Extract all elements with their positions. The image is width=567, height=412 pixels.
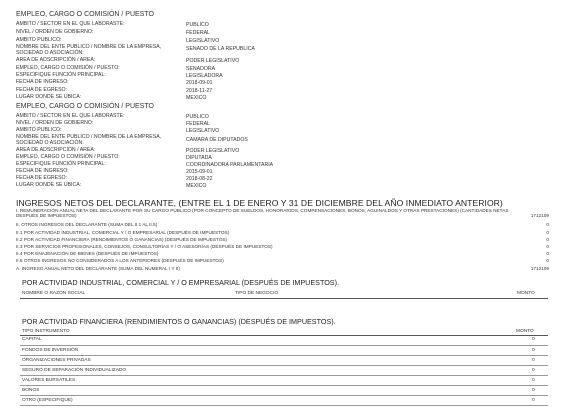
industrial-header-divider <box>20 298 548 299</box>
employment-2-value-start-date: 2015-09-01 <box>186 169 213 175</box>
employment-1-label-end-date: FECHA DE EGRESO: <box>16 87 68 93</box>
employment-1-label-start-date: FECHA DE INGRESO: <box>16 79 69 85</box>
financial-row-bonds-label: BONOS <box>22 388 40 393</box>
financial-row-securities-value: 0 <box>532 378 535 383</box>
employment-2-label-area: AREA DE ADSCRIPCIÓN / AREA: <box>16 147 96 153</box>
income-row-remuneration-value: 1712109 <box>530 213 549 218</box>
employment-2-value-area: PODER LEGISLATIVO <box>186 148 240 154</box>
employment-1-value-function: LEGISLADORA <box>186 73 223 79</box>
employment-1-value-entity: SENADO DE LA REPUBLICA <box>186 46 255 52</box>
employment-1-label-function: ESPECIFIQUE FUNCIÓN PRINCIPAL: <box>16 72 106 78</box>
financial-row-bonds-value: 0 <box>532 388 535 393</box>
income-section-title: INGRESOS NETOS DEL DECLARANTE, (ENTRE EL 1 DE ENERO Y 31 DE DICIEMBRE DEL AÑO INMEDIATO ANTERIOR) <box>16 198 503 208</box>
employment-1-title: EMPLEO, CARGO O COMISIÓN / PUESTO <box>16 11 154 18</box>
financial-row-private-orgs-label: ORGANIZACIONES PRIVADAS <box>22 358 91 363</box>
financial-row-other-label: OTRO (ESPECIFIQUE) <box>22 398 73 403</box>
financial-row-divider <box>20 365 548 366</box>
employment-1-value-end-date: 2018-11-27 <box>186 88 213 94</box>
financial-header-divider <box>20 335 548 336</box>
employment-2-value-sector: PUBLICO <box>186 114 209 120</box>
income-row-remuneration-label: I. REMUNERACIÓN ANUAL NETA DEL DECLARANTE POR SU CARGO PÚBLICO (POR CONCEPTO DE SUELDOS, HONORARIOS, COMPENSACIONES, BONOS, AGUINALDOS Y OTRAS PRESTACIONES) (CANTIDADES NETAS DESPUÉS DE IMPUESTOS) <box>16 208 509 219</box>
employment-1-label-area: AREA DE ADSCRIPCIÓN / AREA: <box>16 57 96 63</box>
income-row-industrial-value: 0 <box>546 230 549 235</box>
industrial-header-name: NOMBRE O RAZÓN SOCIAL <box>22 291 86 296</box>
employment-1-value-area: PODER LEGISLATIVO <box>186 58 240 64</box>
income-row-financial-label: II.2 POR ACTIVIDAD FINANCIERA (RENDIMIENTOS O GANANCIAS) (DESPUÉS DE IMPUESTOS) <box>16 237 228 242</box>
industrial-section-title: POR ACTIVIDAD INDUSTRIAL, COMERCIAL Y / O EMPRESARIAL (DESPUÉS DE IMPUESTOS). <box>22 278 339 287</box>
employment-1-value-location: MEXICO <box>186 95 207 101</box>
industrial-header-type: TIPO DE NEGOCIO <box>235 291 279 296</box>
financial-row-capital-value: 0 <box>532 337 535 342</box>
employment-2-value-position: DIPUTADA <box>186 155 212 161</box>
employment-1-label-entity: NOMBRE DEL ENTE PUBLICO / NOMBRE DE LA EMPRESA, SOCIEDAD O ASOCIACIÓN: <box>16 44 162 56</box>
financial-row-other-value: 0 <box>532 398 535 403</box>
income-row-services-label: II.3 POR SERVICIOS PROFESIONALES, CONSEJOS, CONSULTORÍAS Y / O ASESORÍAS (DESPUÉS DE IMPUESTOS) <box>16 244 273 249</box>
financial-row-divider <box>20 395 548 396</box>
employment-1-value-sector: PUBLICO <box>186 22 209 28</box>
income-row-total-label: A. INGRESO ANUAL NETO DEL DECLARANTE (SUMA DEL NUMERAL I Y II) <box>16 266 180 271</box>
employment-2-value-end-date: 2018-08-22 <box>186 176 213 182</box>
income-row-other-label: II. OTROS INGRESOS DEL DECLARANTE (SUMA DEL II.1 AL II.5) <box>16 222 158 227</box>
employment-2-value-function: COORDINADORA PARLAMENTARIA <box>186 162 274 168</box>
financial-row-private-orgs-value: 0 <box>532 358 535 363</box>
financial-row-divider <box>20 355 548 356</box>
employment-1-label-location: LUGAR DONDE SE UBICA: <box>16 94 82 100</box>
industrial-header-amount: MONTO <box>517 291 535 296</box>
employment-2-label-position: EMPLEO, CARGO O COMISIÓN / PUESTO: <box>16 154 120 160</box>
employment-1-label-sector: AMBITO / SECTOR EN EL QUE LABORASTE: <box>16 21 125 27</box>
employment-2-value-entity: CAMARA DE DIPUTADOS <box>186 137 248 143</box>
financial-row-divider <box>20 405 548 406</box>
employment-1-value-start-date: 2018-09-01 <box>186 80 213 86</box>
employment-2-label-function: ESPECIFIQUE FUNCIÓN PRINCIPAL: <box>16 161 106 167</box>
financial-row-insurance-value: 0 <box>532 368 535 373</box>
employment-1-value-scope: LEGISLATIVO <box>186 38 220 44</box>
financial-row-funds-label: FONDOS DE INVERSIÓN <box>22 348 79 353</box>
financial-row-divider <box>20 375 548 376</box>
financial-row-securities-label: VALORES BURSATILES <box>22 378 76 383</box>
income-row-others-label: II.5 OTROS INGRESOS NO CONSIDERADOS A LOS ANTERIORES (DESPUÉS DE IMPUESTOS) <box>16 258 224 263</box>
employment-1-label-scope: AMBITO PUBLICO: <box>16 37 62 43</box>
employment-2-label-location: LUGAR DONDE SE UBICA: <box>16 182 82 188</box>
employment-2-label-sector: AMBITO / SECTOR EN EL QUE LABORASTE: <box>16 113 125 119</box>
income-row-other-value: 0 <box>546 222 549 227</box>
income-row-financial-value: 0 <box>546 237 549 242</box>
financial-section-title: POR ACTIVIDAD FINANCIERA (RENDIMIENTOS O GANANCIAS) (DESPUÉS DE IMPUESTOS). <box>22 317 336 326</box>
employment-2-value-scope: LEGISLATIVO <box>186 128 220 134</box>
income-row-services-value: 0 <box>546 244 549 249</box>
income-row-others-value: 0 <box>546 258 549 263</box>
financial-row-insurance-label: SEGURO DE SEPARACIÓN INDIVIDUALIZADO <box>22 368 127 373</box>
employment-2-title: EMPLEO, CARGO O COMISIÓN / PUESTO <box>16 103 154 110</box>
employment-1-label-level: NIVEL / ORDEN DE GOBIERNO: <box>16 29 94 35</box>
financial-header-instrument: TIPO INSTRUMENTO <box>22 329 70 334</box>
financial-row-funds-value: 0 <box>532 348 535 353</box>
income-row-sale-label: II.4 POR ENAJENACIÓN DE BIENES (DESPUÉS DE IMPUESTOS) <box>16 251 159 256</box>
employment-2-label-entity: NOMBRE DEL ENTE PUBLICO / NOMBRE DE LA EMPRESA, SOCIEDAD O ASOCIACIÓN: <box>16 134 162 146</box>
financial-row-divider <box>20 345 548 346</box>
employment-1-value-level: FEDERAL <box>186 30 210 36</box>
employment-2-label-end-date: FECHA DE EGRESO: <box>16 175 68 181</box>
income-row-total-value: 1712109 <box>530 266 549 271</box>
employment-2-value-location: MEXICO <box>186 183 207 189</box>
employment-2-value-level: FEDERAL <box>186 121 210 127</box>
employment-1-label-position: EMPLEO, CARGO O COMISIÓN / PUESTO: <box>16 65 120 71</box>
financial-row-divider <box>20 385 548 386</box>
financial-row-capital-label: CAPITAL <box>22 337 42 342</box>
income-row-industrial-label: II.1 POR ACTIVIDAD INDUSTRIAL, COMERCIAL Y / O EMPRESARIAL (DESPUÉS DE IMPUESTOS) <box>16 230 230 235</box>
financial-header-amount: MONTO <box>516 329 534 334</box>
income-row-sale-value: 0 <box>546 251 549 256</box>
employment-2-label-start-date: FECHA DE INGRESO: <box>16 168 69 174</box>
employment-2-label-scope: AMBITO PUBLICO: <box>16 127 62 133</box>
employment-2-label-level: NIVEL / ORDEN DE GOBIERNO: <box>16 120 94 126</box>
employment-1-value-position: SENADORA <box>186 66 216 72</box>
